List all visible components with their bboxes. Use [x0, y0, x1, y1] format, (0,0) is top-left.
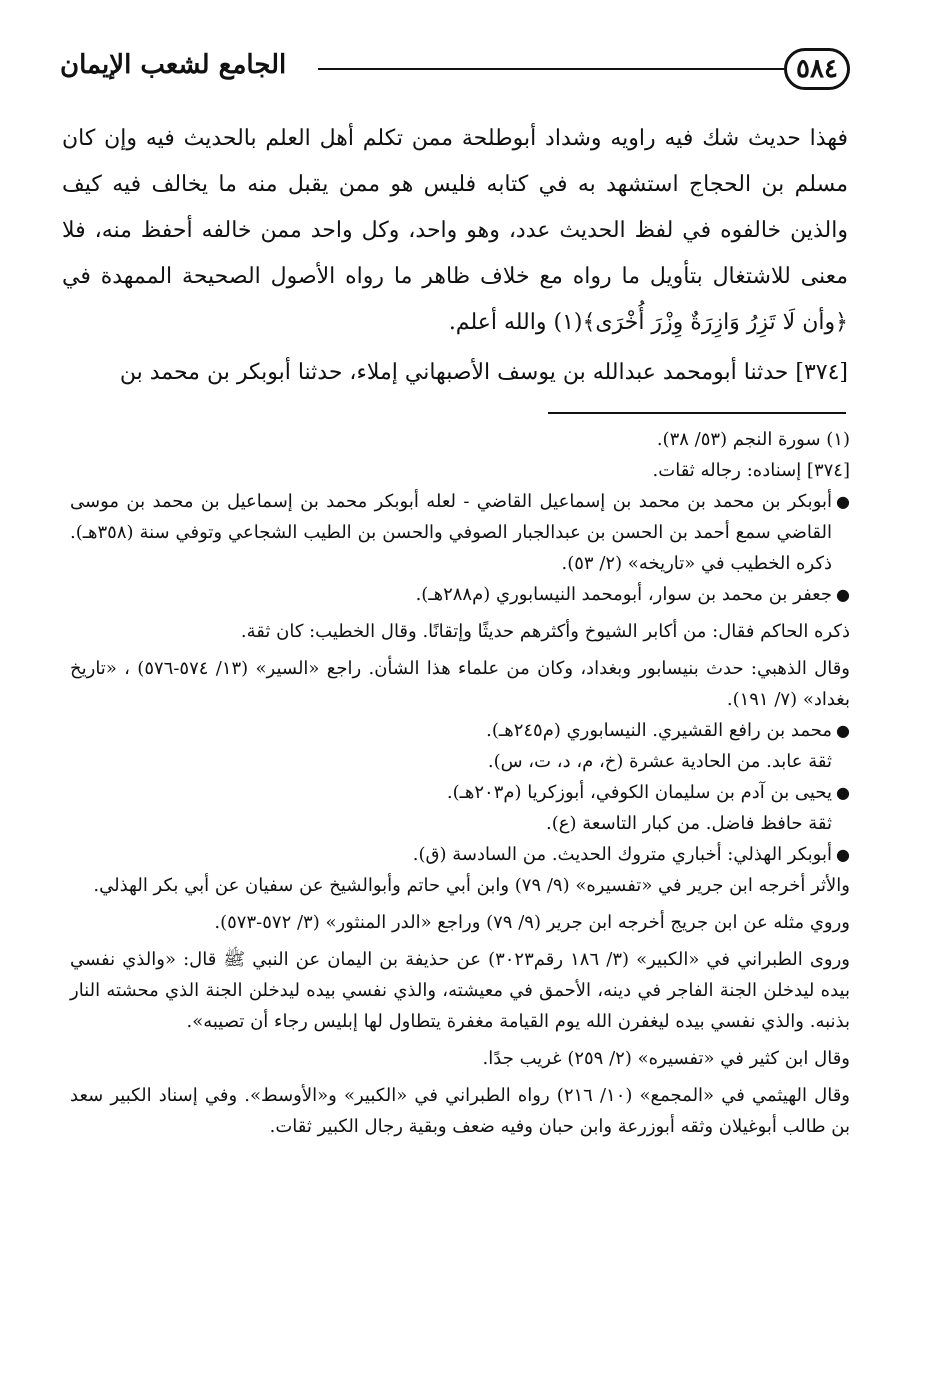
narrator-jafar-note-2: وقال الذهبي: حدث بنيسابور وبغداد، وكان من علماء هذا الشأن. راجع «السير» (١٣/ ٥٧٤-٥٧٦) ، «تاريخ بغداد» (٧/ ١٩١). — [70, 658, 851, 710]
narrator-abubakr-qadi — [70, 486, 850, 579]
bullet-icon: ● — [836, 845, 850, 864]
bullet-icon: ● — [836, 492, 850, 511]
takhrij-paragraph-4: وقال ابن كثير في «تفسيره» (٢/ ٢٥٩) غريب جدًا. — [482, 1048, 850, 1069]
footnotes — [70, 424, 850, 1142]
hadith-374-text: [٣٧٤] حدثنا أبومحمد عبدالله بن يوسف الأصبهاني إملاء، حدثنا أبوبكر بن محمد بن — [119, 360, 848, 385]
narrator-text: يحيى بن آدم بن سليمان الكوفي، أبوزكريا (م٢٠٣هـ). — [446, 782, 832, 803]
narrator-jafar-note-1: ذكره الحاكم فقال: من أكابر الشيوخ وأكثرهم حديثًا وإتقانًا. وقال الخطيب: كان ثقة. — [240, 621, 850, 642]
takhrij-paragraph-2: وروي مثله عن ابن جريج أخرجه ابن جرير (٩/ ٧٩) وراجع «الدر المنثور» (٣/ ٥٧٢-٥٧٣). — [214, 912, 850, 933]
takhrij-paragraph-5: وقال الهيثمي في «المجمع» (١٠/ ٢١٦) رواه الطبراني في «الكبير» و«الأوسط». وفي إسناد الكبير سعد بن طالب أبوغيلان وثقه أبوزرعة وابن حبان وفيه ضعف وبقية رجال الكبير ثقات. — [70, 1085, 850, 1137]
page-header — [60, 44, 850, 104]
bullet-icon: ● — [836, 585, 850, 604]
narrator-yahya — [70, 777, 850, 808]
narrator-text: جعفر بن محمد بن سوار، أبومحمد النيسابوري (م٢٨٨هـ). — [415, 584, 832, 605]
takhrij-paragraph-1: والأثر أخرجه ابن جرير في «تفسيره» (٩/ ٧٩) وابن أبي حاتم وأبوالشيخ عن سفيان عن أبي بكر الهذلي. — [93, 875, 850, 896]
footnote-divider — [548, 412, 846, 414]
narrator-muhammad-rafi — [70, 715, 850, 746]
footnote-374-heading: [٣٧٤] إسناده: رجاله ثقات. — [652, 460, 850, 481]
footnote-1: (١) سورة النجم (٥٣/ ٣٨). — [656, 429, 850, 450]
narrator-muhammad-rafi-note: ثقة عابد. من الحادية عشرة (خ، م، د، ت، س). — [487, 751, 832, 772]
page-number: ٥٨٤ — [784, 48, 850, 90]
narrator-text: أبوبكر الهذلي: أخباري متروك الحديث. من السادسة (ق). — [412, 844, 832, 865]
narrator-yahya-note: ثقة حافظ فاضل. من كبار التاسعة (ع). — [546, 813, 832, 834]
narrator-text: أبوبكر بن محمد بن محمد بن إسماعيل القاضي - لعله أبوبكر محمد بن إسماعيل بن محمد بن موسى القاضي سمع أحمد بن الحسن بن عبدالجبار الصوفي والحسن بن الطيب الشجاعي وتوفي سنة (٣٥٨هـ). ذكره الخطيب في «تاريخه» (٢/ ٥٣). — [70, 491, 832, 574]
header-rule — [318, 68, 784, 70]
main-text — [62, 116, 848, 396]
takhrij-paragraph-3: وروى الطبراني في «الكبير» (٣/ ١٨٦ رقم٣٠٢٣) عن حذيفة بن اليمان عن النبي ﷺ قال: «والذي نفسي بيده ليدخلن الجنة الفاجر في دينه، الأحمق في معيشته، والذي نفسي بيده ليدخلن الجنة الذي محشته النار بذنبه. والذي نفسي بيده ليغفرن الله يوم القيامة مغفرة يتطاول لها إبليس رجاء أن تصيبه». — [70, 949, 851, 1032]
bullet-icon: ● — [836, 783, 850, 802]
narrator-hudhali — [70, 839, 850, 870]
narrator-jafar — [70, 579, 850, 610]
book-title: الجامع لشعب الإيمان — [60, 50, 287, 80]
narrator-text: محمد بن رافع القشيري. النيسابوري (م٢٤٥هـ). — [486, 720, 832, 741]
bullet-icon: ● — [836, 721, 850, 740]
main-paragraph: فهذا حديث شك فيه راويه وشداد أبوطلحة ممن تكلم أهل العلم بالحديث فيه وإن كان مسلم بن الحجاج استشهد به في كتابه فليس هو ممن يقبل منه ما يخالف فيه كيف والذين خالفوه في لفظ الحديث عدد، وهو واحد، وكل واحد ممن خالفه أحفظ منه، فلا معنى للاشتغال بتأويل ما رواه مع خلاف ظاهر ما رواه الأصول الصحيحة الممهدة في ﴿وأن لَا تَزِرُ وَازِرَةٌ وِزْرَ أُخْرَى﴾(١) والله أعلم. — [62, 126, 848, 335]
